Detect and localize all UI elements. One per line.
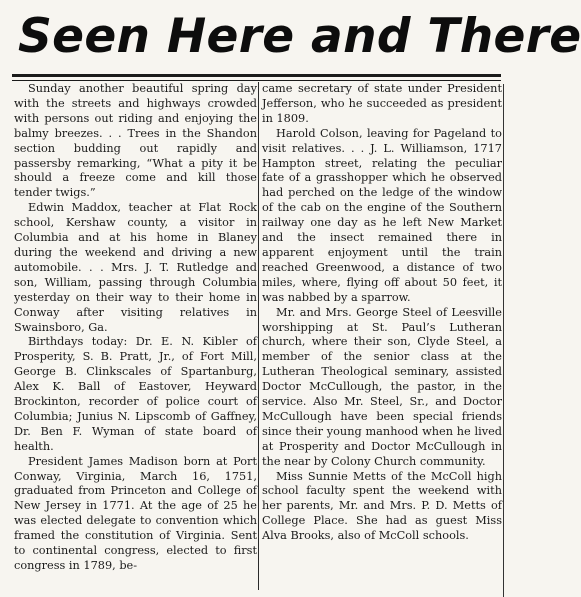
- paragraph-steel-family: Mr. and Mrs. George Steel of Leesville worshipping at St. Paul’s Lutheran church, where their son, Clyde Steel, a member of the senior class at the Lutheran Theological seminary, assisted Doctor McCullough, the pastor, in the service. Also Mr. Steel, Sr., and Doctor McCullough have been special friends since their young manhood when he lived at Prosperity and Doctor McCullough in the near by Colony Church community.: [262, 305, 502, 468]
- column-divider: [258, 82, 259, 590]
- paragraph-madison-continued: came secretary of state under President Jefferson, who he succeeded as president in 1809.: [262, 82, 502, 125]
- left-column: [14, 82, 257, 574]
- paragraph-sunnie-metts: Miss Sunnie Metts of the McColl high school faculty spent the weekend with her parents, Mr. and Mrs. P. D. Metts of College Place. She had as guest Miss Alva Brooks, also of McColl schools.: [262, 469, 502, 543]
- paragraph-birthdays: Birthdays today: Dr. E. N. Kibler of Prosperity, S. B. Pratt, Jr., of Fort Mill, George B. Clinkscales of Spartanburg, Alex K. Ball of Eastover, Heyward Brockinton, recorder of police court of Columbia; Junius N. Lipscomb of Gaffney, Dr. Ben F. Wyman of state board of health.: [14, 335, 257, 453]
- paragraph-grasshopper: Harold Colson, leaving for Pageland to visit relatives. . . J. L. Williamson, 1717 Hampton street, relating the peculiar fate of a grasshopper which he observed had perched on the ledge of the window of the cab on the engine of the Southern railway one day as he left New Market and the insect remained there in apparent enjoyment until the train reached Greenwood, a distance of two miles, where, flying off about 50 feet, it was nabbed by a sparrow.: [262, 126, 502, 304]
- adjacent-column-edge: [503, 84, 512, 597]
- paragraph-james-madison: President James Madison born at Port Conway, Virginia, March 16, 1751, graduated from Princeton and College of New Jersey in 1771. At the age of 25 he was elected delegate to convention which framed the constitution of Virginia. Sent to continental congress, elected to first congress in 1789, be-: [14, 454, 257, 572]
- headline: Seen Here and There: [18, 9, 581, 64]
- right-column: [262, 82, 502, 544]
- paragraph-edwin-maddox: Edwin Maddox, teacher at Flat Rock school, Kershaw county, a visitor in Columbia and at his home in Blaney during the weekend and driving a new automobile. . . Mrs. J. T. Rutledge and son, William, passing through Columbia yesterday on their way to their home in Conway after visiting relatives in Swainsboro, Ga.: [14, 201, 257, 334]
- headline-rule: [12, 74, 501, 77]
- headline-rule-thin: [12, 80, 501, 81]
- paragraph-spring-day: Sunday another beautiful spring day with the streets and highways crowded with persons out riding and enjoying the balmy breezes. . . Trees in the Shandon section budding out rapidly and passersby remarking, “What a pity it be should a freeze come and kill those tender twigs.”: [14, 82, 257, 200]
